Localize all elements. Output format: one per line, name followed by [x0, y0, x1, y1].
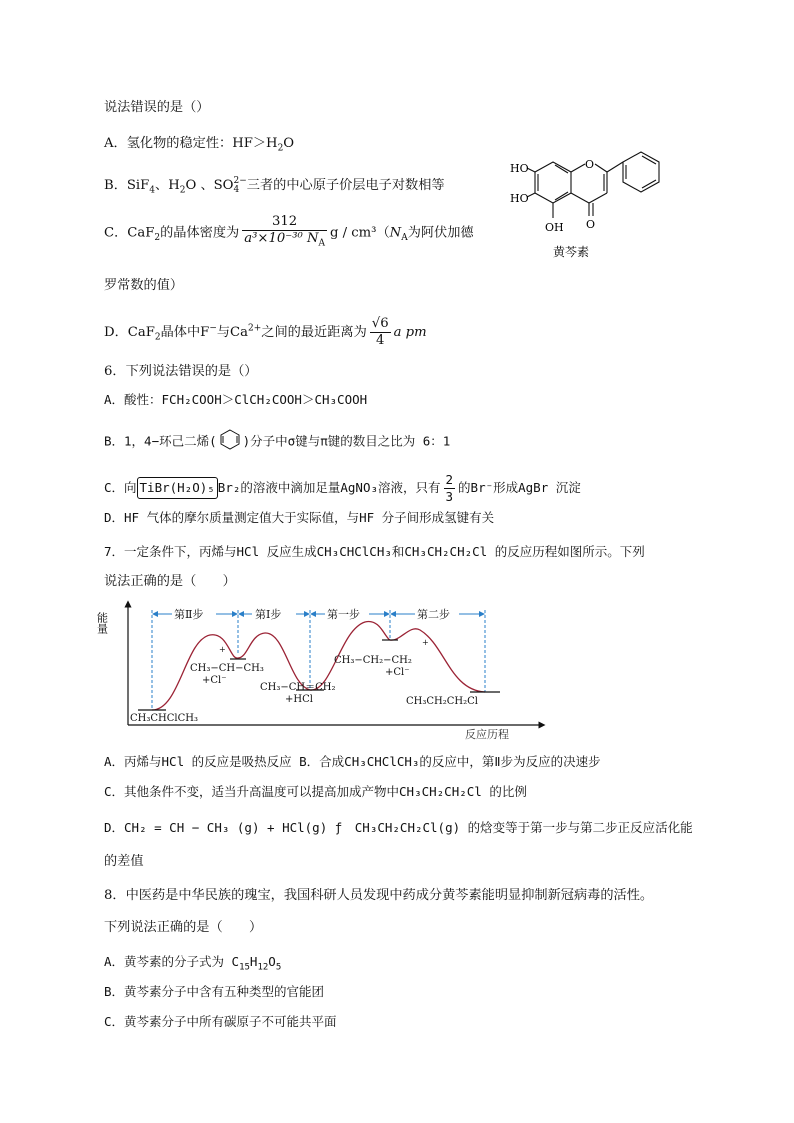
q7-option-d-1: D．CH₂ = CH − CH₃ (g) + HCl(g) ƒ CH₃CH₂CH₂Cl(g) 的焓变等于第一步与第二步正反应活化能 — [104, 820, 693, 835]
baicalein-svg — [505, 138, 670, 263]
step-label-first: 第一步 — [327, 608, 360, 621]
species-hcl: +HCl — [285, 694, 313, 705]
q5-stem: 说法错误的是（） — [104, 100, 210, 115]
oh-label: OH — [545, 221, 564, 234]
ring-oxygen-label: O — [585, 158, 595, 171]
q6-option-d: D．HF 气体的摩尔质量测定值大于实际值，与HF 分子间形成氢键有关 — [104, 510, 495, 525]
x-axis-label: 反应历程 — [465, 728, 509, 741]
keto-oxygen-label: O — [586, 218, 596, 231]
q8-option-b: B．黄芩素分子中含有五种类型的官能团 — [104, 984, 325, 999]
q7-option-d-2: 的差值 — [104, 854, 144, 869]
q6-option-c: C．向 TiBr(H₂O)₅ Br₂的溶液中滴加足量AgNO₃溶液，只有 $\frac{2}{3}$ 的Br⁻形成AgBr 沉淀 — [104, 472, 581, 504]
q7-option-c: C．其他条件不变，适当升高温度可以提高加成产物中CH₃CH₂CH₂Cl 的比例 — [104, 784, 527, 799]
q6-option-b: B．1，4−环己二烯( )分子中σ键与π键的数目之比为 6：1 — [104, 428, 450, 456]
step-label-ii: 第Ⅱ步 — [174, 608, 204, 621]
q5-option-c-cont: 罗常数的值） — [104, 278, 184, 293]
molecule-name: 黄芩素 — [553, 245, 590, 259]
species-propene: CH₃−CH＝CH₂ — [260, 682, 336, 693]
species-primary-carbocation: CH₃−CH₂−CH₂ — [334, 655, 412, 666]
step-label-second: 第二步 — [417, 608, 450, 621]
step-dividers — [152, 610, 485, 710]
q6-option-a: A．酸性：FCH₂COOH＞ClCH₂COOH＞CH₃COOH — [104, 392, 368, 407]
q5-option-a: A．氢化物的稳定性：$HF>H_2O$ — [104, 136, 295, 154]
q8-stem-1: 8．中医药是中华民族的瑰宝，我国科研人员发现中药成分黄芩素能明显抑制新冠病毒的活性。 — [104, 888, 654, 903]
density-fraction: $\frac{312}{a^3\times 10^{-30} N_A}$ — [244, 214, 325, 249]
step-label-i: 第Ⅰ步 — [255, 608, 282, 621]
q5-option-d: D．CaF$_2$晶体中F−与$Ca^{2+}$之间的最近距离为 $\frac{√6}{4}$ a pm — [104, 316, 427, 348]
q6-stem: 6．下列说法错误的是（） — [104, 364, 258, 379]
distance-fraction: $\frac{√6}{4}$ — [371, 316, 389, 348]
q8-stem-2: 下列说法正确的是（ ） — [104, 920, 263, 935]
q5-option-c: C．CaF$_2$的晶体密度为 $\frac{312}{a^3\times 10^{-30} N_A}$ g / $cm^3(N_A$为阿伏加德 — [104, 214, 474, 252]
species-cl-minus-right: +Cl⁻ — [385, 667, 410, 678]
bromide-fraction: $\frac{2}{3}$ — [445, 472, 454, 504]
q8-option-a: A．黄芩素的分子式为 $C_{15}H_{12}O_5$ — [104, 954, 282, 973]
q5-option-b: B．SiF$_4$、$H_2O$ 、SO 2− 4 三者的中心原子价层电子对数相等 — [104, 175, 445, 196]
q8-option-c: C．黄芩素分子中所有碳原子不可能共平面 — [104, 1014, 337, 1029]
carbocation-plus-right: + — [422, 638, 429, 647]
q7-stem-2: 说法正确的是（ ） — [104, 574, 236, 589]
species-ch3chclch3: CH₃CHClCH₃ — [130, 713, 198, 724]
species-secondary-carbocation: CH₃−CH−CH₃ — [190, 663, 264, 674]
baicalein-structure — [505, 138, 670, 263]
y-axis-label: 能量 — [95, 612, 109, 634]
energy-diagram — [95, 600, 550, 741]
q7-stem-1: 7．一定条件下，丙烯与HCl 反应生成CH₃CHClCH₃和CH₃CH₂CH₂Cl 的反应历程如图所示。下列 — [104, 544, 645, 559]
carbocation-plus-left: + — [219, 645, 226, 654]
species-cl-minus-left: +Cl⁻ — [202, 675, 227, 686]
cyclohexadiene-icon — [217, 428, 243, 456]
ho-label-2: HO — [510, 192, 529, 205]
energy-diagram-svg — [95, 600, 550, 741]
ho-label-1: HO — [510, 162, 529, 175]
species-ch3ch2ch2cl: CH₃CH₂CH₂Cl — [406, 696, 478, 707]
q7-option-ab: A．丙烯与HCl 的反应是吸热反应 B．合成CH₃CHClCH₃的反应中，第Ⅱ步为反应的决速步 — [104, 754, 601, 769]
